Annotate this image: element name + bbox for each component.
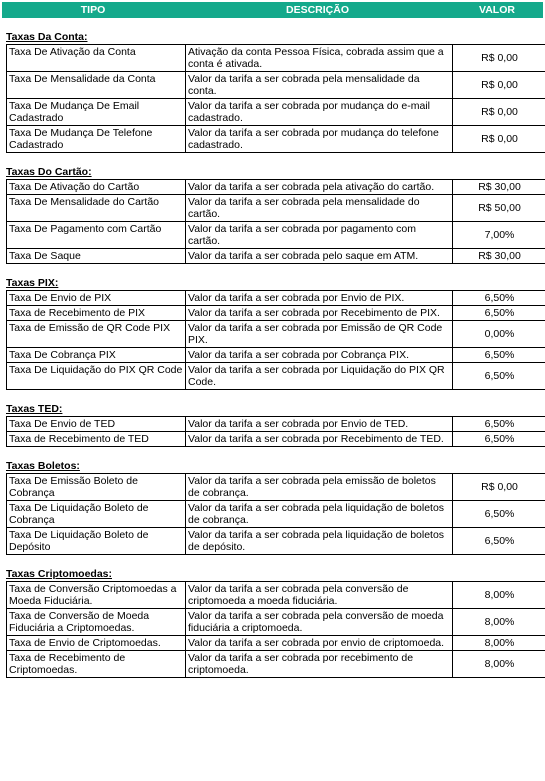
- section-title: Taxas Boletos:: [6, 460, 80, 472]
- table-row: [7, 432, 545, 447]
- fee-value-cell: 7,00%: [453, 222, 545, 249]
- table-row: [7, 291, 545, 306]
- fee-description-cell: Valor da tarifa a ser cobrada pela ativação do cartão.: [186, 180, 453, 195]
- fee-value-cell: 6,50%: [453, 432, 545, 447]
- fee-description-cell: Valor da tarifa a ser cobrada por Recebimento de TED.: [186, 432, 453, 447]
- table-row: [7, 651, 545, 678]
- fee-description-cell: Valor da tarifa a ser cobrada por envio de criptomoeda.: [186, 636, 453, 651]
- fee-type-cell: Taxa de Recebimento de PIX: [7, 306, 186, 321]
- table-row: [7, 99, 545, 126]
- fee-table: [6, 290, 545, 390]
- fee-value-cell: 8,00%: [453, 609, 545, 636]
- fee-value-cell: R$ 0,00: [453, 474, 545, 501]
- fee-description-cell: Valor da tarifa a ser cobrada por recebimento de criptomoeda.: [186, 651, 453, 678]
- fee-value-cell: 6,50%: [453, 348, 545, 363]
- fee-table: [6, 416, 545, 447]
- fee-value-cell: 6,50%: [453, 501, 545, 528]
- fee-description-cell: Valor da tarifa a ser cobrada por mudança do telefone cadastrado.: [186, 126, 453, 153]
- fee-description-cell: Valor da tarifa a ser cobrada por pagamento com cartão.: [186, 222, 453, 249]
- fee-value-cell: R$ 0,00: [453, 45, 545, 72]
- fee-value-cell: 0,00%: [453, 321, 545, 348]
- section-title: Taxas Do Cartão:: [6, 166, 92, 178]
- fee-type-cell: Taxa De Liquidação do PIX QR Code: [7, 363, 186, 390]
- fee-description-cell: Valor da tarifa a ser cobrada por Emissão de QR Code PIX.: [186, 321, 453, 348]
- fee-type-cell: Taxa De Ativação do Cartão: [7, 180, 186, 195]
- fee-value-cell: R$ 30,00: [453, 249, 545, 264]
- fee-description-cell: Valor da tarifa a ser cobrada pela conversão de moeda fiduciária a criptomoeda.: [186, 609, 453, 636]
- table-row: [7, 609, 545, 636]
- header-descricao: DESCRIÇÃO: [285, 4, 349, 16]
- fee-type-cell: Taxa De Emissão Boleto de Cobrança: [7, 474, 186, 501]
- fee-type-cell: Taxa De Ativação da Conta: [7, 45, 186, 72]
- fee-section: [6, 402, 541, 447]
- fee-type-cell: Taxa De Pagamento com Cartão: [7, 222, 186, 249]
- table-row: [7, 222, 545, 249]
- header-valor: VALOR: [479, 4, 515, 16]
- fee-type-cell: Taxa De Saque: [7, 249, 186, 264]
- header-tipo: TIPO: [80, 4, 106, 16]
- table-row: [7, 180, 545, 195]
- fee-type-cell: Taxa de Emissão de QR Code PIX: [7, 321, 186, 348]
- fee-type-cell: Taxa De Liquidação Boleto de Depósito: [7, 528, 186, 555]
- fee-section: [6, 567, 541, 678]
- fee-value-cell: R$ 0,00: [453, 99, 545, 126]
- fee-type-cell: Taxa De Liquidação Boleto de Cobrança: [7, 501, 186, 528]
- fee-table: [6, 473, 545, 555]
- fee-type-cell: Taxa de Envio de Criptomoedas.: [7, 636, 186, 651]
- fee-value-cell: 8,00%: [453, 651, 545, 678]
- fee-description-cell: Valor da tarifa a ser cobrada por Recebimento de PIX.: [186, 306, 453, 321]
- table-row: [7, 363, 545, 390]
- table-row: [7, 72, 545, 99]
- fee-value-cell: 8,00%: [453, 582, 545, 609]
- fee-description-cell: Valor da tarifa a ser cobrada pelo saque em ATM.: [186, 249, 453, 264]
- table-row: [7, 45, 545, 72]
- fee-value-cell: 6,50%: [453, 306, 545, 321]
- fee-type-cell: Taxa De Envio de TED: [7, 417, 186, 432]
- fee-type-cell: Taxa De Mensalidade do Cartão: [7, 195, 186, 222]
- table-row: [7, 582, 545, 609]
- table-row: [7, 474, 545, 501]
- table-row: [7, 249, 545, 264]
- section-title: Taxas PIX:: [6, 277, 59, 289]
- fee-description-cell: Valor da tarifa a ser cobrada por Envio de TED.: [186, 417, 453, 432]
- fee-type-cell: Taxa De Mudança De Email Cadastrado: [7, 99, 186, 126]
- fee-description-cell: Ativação da conta Pessoa Física, cobrada assim que a conta é ativada.: [186, 45, 453, 72]
- table-row: [7, 417, 545, 432]
- fee-value-cell: 6,50%: [453, 417, 545, 432]
- fee-value-cell: R$ 0,00: [453, 72, 545, 99]
- table-row: [7, 195, 545, 222]
- fee-description-cell: Valor da tarifa a ser cobrada por mudança do e-mail cadastrado.: [186, 99, 453, 126]
- fee-description-cell: Valor da tarifa a ser cobrada pela liquidação de boletos de depósito.: [186, 528, 453, 555]
- table-row: [7, 501, 545, 528]
- fee-description-cell: Valor da tarifa a ser cobrada por Liquidação do PIX QR Code.: [186, 363, 453, 390]
- fee-section: [6, 459, 541, 555]
- fee-type-cell: Taxa De Cobrança PIX: [7, 348, 186, 363]
- fee-table: [6, 179, 545, 264]
- table-row: [7, 321, 545, 348]
- table-row: [7, 528, 545, 555]
- fee-type-cell: Taxa de Recebimento de TED: [7, 432, 186, 447]
- fee-value-cell: R$ 50,00: [453, 195, 545, 222]
- section-title: Taxas TED:: [6, 403, 63, 415]
- table-row: [7, 306, 545, 321]
- fee-description-cell: Valor da tarifa a ser cobrada pela conversão de criptomoeda a moeda fiduciária.: [186, 582, 453, 609]
- fee-type-cell: Taxa De Mudança De Telefone Cadastrado: [7, 126, 186, 153]
- fee-value-cell: 6,50%: [453, 291, 545, 306]
- fee-section: [6, 30, 541, 153]
- fee-description-cell: Valor da tarifa a ser cobrada pela mensalidade do cartão.: [186, 195, 453, 222]
- fee-value-cell: R$ 30,00: [453, 180, 545, 195]
- table-row: [7, 126, 545, 153]
- fee-value-cell: 6,50%: [453, 528, 545, 555]
- fee-section: [6, 165, 541, 264]
- table-row: [7, 636, 545, 651]
- fee-type-cell: Taxa De Envio de PIX: [7, 291, 186, 306]
- fee-description-cell: Valor da tarifa a ser cobrada pela emissão de boletos de cobrança.: [186, 474, 453, 501]
- fee-description-cell: Valor da tarifa a ser cobrada por Cobrança PIX.: [186, 348, 453, 363]
- fee-type-cell: Taxa de Conversão Criptomoedas a Moeda Fiduciária.: [7, 582, 186, 609]
- fee-value-cell: 6,50%: [453, 363, 545, 390]
- section-title: Taxas Criptomoedas:: [6, 568, 112, 580]
- fee-section: [6, 276, 541, 390]
- fee-description-cell: Valor da tarifa a ser cobrada pela mensalidade da conta.: [186, 72, 453, 99]
- fee-type-cell: Taxa de Conversão de Moeda Fiduciária a Criptomoedas.: [7, 609, 186, 636]
- table-header: [2, 2, 543, 18]
- fee-table: [6, 581, 545, 678]
- fee-description-cell: Valor da tarifa a ser cobrada pela liquidação de boletos de cobrança.: [186, 501, 453, 528]
- fee-value-cell: R$ 0,00: [453, 126, 545, 153]
- sections-container: [6, 30, 541, 690]
- section-title: Taxas Da Conta:: [6, 31, 88, 43]
- table-row: [7, 348, 545, 363]
- fee-description-cell: Valor da tarifa a ser cobrada por Envio de PIX.: [186, 291, 453, 306]
- fee-table: [6, 44, 545, 153]
- fee-value-cell: 8,00%: [453, 636, 545, 651]
- fee-type-cell: Taxa de Recebimento de Criptomoedas.: [7, 651, 186, 678]
- fee-type-cell: Taxa De Mensalidade da Conta: [7, 72, 186, 99]
